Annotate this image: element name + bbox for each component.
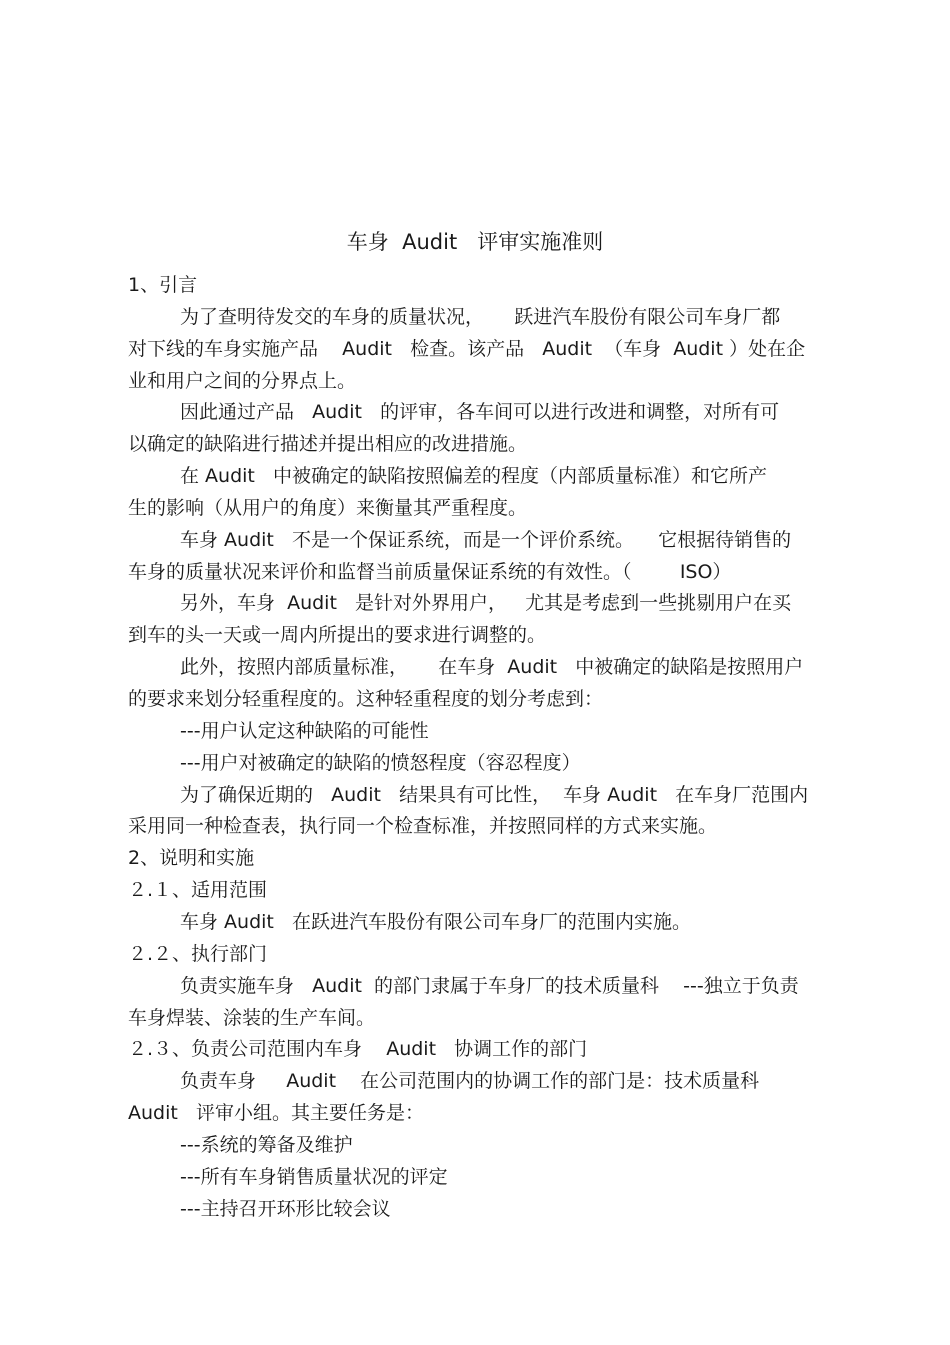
subsection-heading: ２.１、适用范围 — [128, 879, 268, 901]
paragraph-line: 采用同一种检查表，执行同一个检查标准，并按照同样的方式来实施。 — [128, 815, 718, 837]
paragraph-line: 车身 Audit 不是一个保证系统，而是一个评价系统。 它根据待销售的 — [180, 529, 792, 551]
paragraph-line: 的要求来划分轻重程度的。这种轻重程度的划分考虑到： — [128, 688, 604, 710]
list-item: ---用户认定这种缺陷的可能性 — [180, 720, 429, 742]
paragraph-line: 生的影响（从用户的角度）来衡量其严重程度。 — [128, 497, 528, 519]
paragraph-line: 以确定的缺陷进行描述并提出相应的改进措施。 — [128, 433, 528, 455]
paragraph-line: 为了查明待发交的车身的质量状况， 跃进汽车股份有限公司车身厂都 — [180, 306, 781, 328]
paragraph-line: 车身焊装、涂装的生产车间。 — [128, 1007, 376, 1029]
section-heading: 1、引言 — [128, 274, 198, 296]
paragraph-line: 因此通过产品 Audit 的评审，各车间可以进行改进和调整，对所有可 — [180, 401, 780, 423]
document-title: 车身 Audit 评审实施准则 — [346, 230, 604, 254]
paragraph-line: Audit 评审小组。其主要任务是： — [128, 1102, 424, 1124]
subsection-heading: ２.３、负责公司范围内车身 Audit 协调工作的部门 — [128, 1038, 588, 1060]
paragraph-line: 负责实施车身 Audit 的部门隶属于车身厂的技术质量科 ---独立于负责 — [180, 975, 799, 997]
list-item: ---所有车身销售质量状况的评定 — [180, 1166, 448, 1188]
subsection-heading: ２.２、执行部门 — [128, 943, 268, 965]
paragraph-line: 此外，按照内部质量标准， 在车身 Audit 中被确定的缺陷是按照用户 — [180, 656, 804, 678]
paragraph-line: 在 Audit 中被确定的缺陷按照偏差的程度（内部质量标准）和它所产 — [180, 465, 767, 487]
section-heading: 2、说明和实施 — [128, 847, 255, 869]
paragraph-line: 另外，车身 Audit 是针对外界用户， 尤其是考虑到一些挑剔用户在买 — [180, 592, 792, 614]
paragraph-line: 对下线的车身实施产品 Audit 检查。该产品 Audit （车身 Audit ）处在企 — [128, 338, 806, 360]
paragraph-line: 到车的头一天或一周内所提出的要求进行调整的。 — [128, 624, 547, 646]
list-item: ---用户对被确定的缺陷的愤怒程度（容忍程度） — [180, 752, 581, 774]
paragraph-line: 负责车身 Audit 在公司范围内的协调工作的部门是：技术质量科 — [180, 1070, 760, 1092]
list-item: ---系统的筹备及维护 — [180, 1134, 353, 1156]
paragraph-line: 为了确保近期的 Audit 结果具有可比性， 车身 Audit 在车身厂范围内 — [180, 784, 809, 806]
paragraph-line: 业和用户之间的分界点上。 — [128, 370, 357, 392]
paragraph-line: 车身的质量状况来评价和监督当前质量保证系统的有效性。（ ISO） — [128, 561, 732, 583]
paragraph-line: 车身 Audit 在跃进汽车股份有限公司车身厂的范围内实施。 — [180, 911, 691, 933]
list-item: ---主持召开环形比较会议 — [180, 1198, 391, 1220]
